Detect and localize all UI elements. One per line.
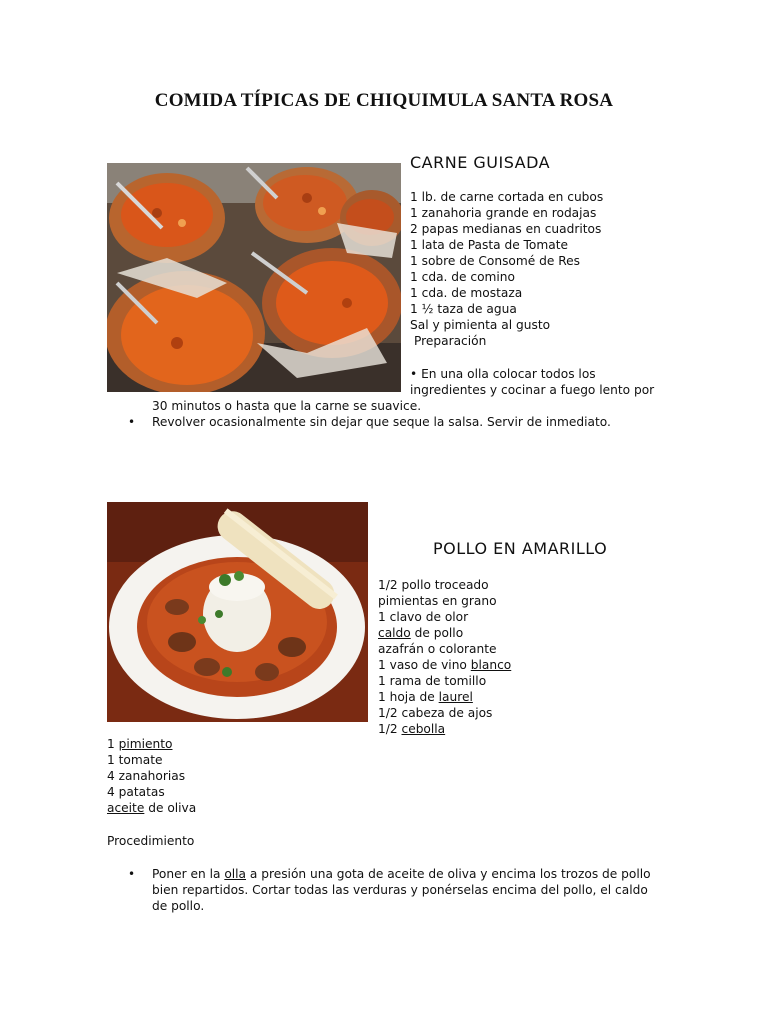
pollo-ingredients-left [107, 736, 467, 816]
step-text: Poner en la [152, 867, 225, 881]
recipe-heading-pollo-en-amarillo: POLLO EN AMARILLO [433, 539, 608, 558]
page-title: COMIDA TÍPICAS DE CHIQUIMULA SANTA ROSA [154, 90, 614, 111]
ingredient-line [378, 721, 738, 737]
ingredient-line: 2 papas medianas en cuadritos [410, 222, 602, 236]
carne-guisada-step-1-tail: 30 minutos o hasta que la carne se suavice. [152, 399, 422, 413]
bullet-dot: • [128, 867, 136, 881]
procedure-label: Procedimiento [107, 834, 195, 848]
ingredient-line [107, 736, 467, 752]
ingredient-line: 1/2 cabeza de ajos [378, 706, 493, 720]
step-text: ingredientes y cocinar a fuego lento por [410, 383, 655, 397]
step-text: • En una olla colocar todos los [410, 367, 596, 381]
ingredient-link[interactable]: cebolla [401, 722, 446, 736]
preparation-label: Preparación [414, 334, 487, 348]
ingredient-line: Sal y pimienta al gusto [410, 318, 551, 332]
ingredient-line: 1 ½ taza de agua [410, 302, 517, 316]
ingredient-line: 1 cda. de comino [410, 270, 515, 284]
ingredient-text: 1/2 [378, 722, 402, 736]
ingredient-link[interactable]: blanco [470, 658, 512, 672]
ingredient-line: 4 patatas [107, 785, 165, 799]
ingredient-line: azafrán o colorante [378, 642, 497, 656]
pollo-en-amarillo-photo [107, 502, 368, 722]
ingredient-line: 4 zanahorias [107, 769, 186, 783]
ingredient-line: 1 rama de tomillo [378, 674, 487, 688]
step-line: bien repartidos. Cortar todas las verduras y ponérselas encima del pollo, el caldo [152, 883, 648, 897]
carne-guisada-photo [107, 163, 401, 392]
ingredient-line [378, 689, 738, 705]
ingredient-line: 1 sobre de Consomé de Res [410, 254, 581, 268]
ingredient-text: de oliva [144, 801, 197, 815]
ingredient-text: 1 [107, 737, 119, 751]
ingredient-link[interactable]: aceite [107, 801, 145, 815]
ingredient-line: 1 clavo de olor [378, 610, 469, 624]
ingredient-line: 1/2 pollo troceado [378, 578, 489, 592]
carne-guisada-step-1-head [410, 366, 750, 398]
ingredient-line: 1 tomate [107, 753, 163, 767]
ingredient-line: 1 lata de Pasta de Tomate [410, 238, 569, 252]
recipe-heading-carne-guisada: CARNE GUISADA [410, 153, 551, 172]
ingredient-line: pimientas en grano [378, 594, 497, 608]
ingredient-link[interactable]: pimiento [118, 737, 173, 751]
ingredient-link[interactable]: laurel [438, 690, 473, 704]
ingredient-link[interactable]: caldo [378, 626, 411, 640]
step-line: de pollo. [152, 899, 205, 913]
ingredient-line [107, 800, 467, 816]
ingredient-line [378, 625, 738, 641]
pollo-procedure-step [106, 866, 726, 914]
bullet-dot: • [128, 415, 136, 429]
step-text: a presión una gota de aceite de oliva y encima los trozos de pollo [246, 867, 651, 881]
ingredient-line: 1 zanahoria grande en rodajas [410, 206, 597, 220]
step-text: Revolver ocasionalmente sin dejar que seque la salsa. Servir de inmediato. [152, 415, 611, 429]
pollo-ingredients-right [378, 577, 738, 737]
ingredient-text: de pollo [410, 626, 464, 640]
ingredient-line: 1 lb. de carne cortada en cubos [410, 190, 604, 204]
ingredient-line: 1 cda. de mostaza [410, 286, 523, 300]
ingredient-text: 1 hoja de [378, 690, 439, 704]
step-link-olla[interactable]: olla [224, 867, 247, 881]
carne-guisada-step-2 [106, 414, 746, 430]
ingredient-line [378, 657, 738, 673]
carne-guisada-ingredients [410, 189, 750, 349]
ingredient-text: 1 vaso de vino [378, 658, 471, 672]
step-line [152, 866, 726, 882]
